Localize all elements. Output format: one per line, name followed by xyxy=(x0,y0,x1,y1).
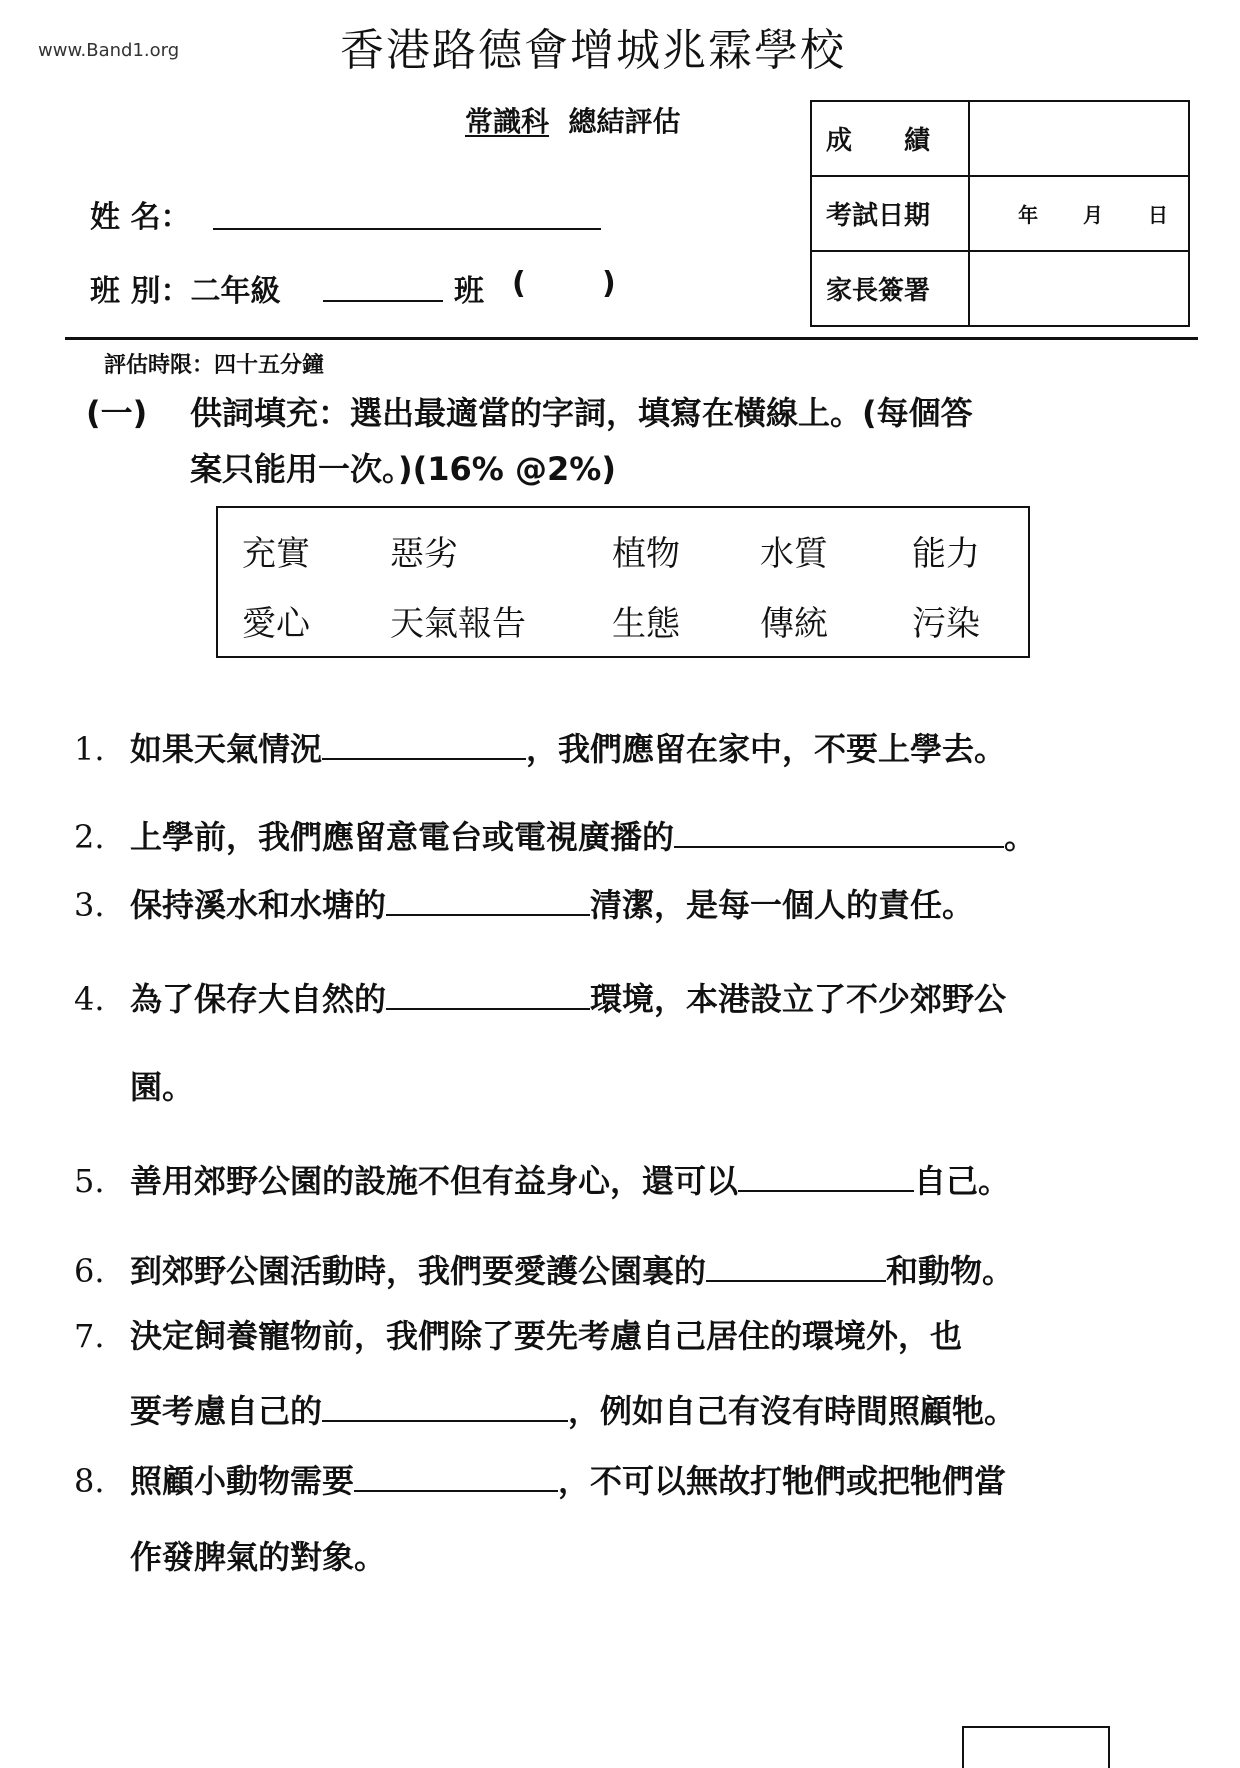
subject-label: 常識科 xyxy=(465,105,550,138)
answer-blank[interactable] xyxy=(322,1390,568,1422)
word-bank-item: 惡劣 xyxy=(390,534,458,574)
question-4-continued: 園。 xyxy=(130,1068,195,1106)
question-text: 為了保存大自然的 xyxy=(130,980,387,1018)
question-text: 自己。 xyxy=(914,1162,1011,1200)
name-label: 姓 名： xyxy=(90,200,191,235)
word-bank-item: 生態 xyxy=(612,604,680,644)
question-number: 4. xyxy=(74,980,105,1018)
assessment-label: 總結評估 xyxy=(568,105,681,138)
header-divider xyxy=(65,337,1198,340)
question-number: 1. xyxy=(74,730,105,768)
question-number: 5. xyxy=(74,1162,105,1200)
question-number: 8. xyxy=(74,1462,105,1500)
question-number: 3. xyxy=(74,886,105,924)
answer-blank[interactable] xyxy=(354,1460,558,1492)
instruction-line-2: 案只能用一次。)(16% @2%) xyxy=(190,450,616,488)
word-bank-item: 傳統 xyxy=(760,604,828,644)
question-text: 善用郊野公園的設施不但有益身心，還可以 xyxy=(130,1162,739,1200)
score-info-table xyxy=(810,100,1190,327)
time-limit: 評估時限：四十五分鐘 xyxy=(104,353,325,378)
word-bank-item: 充實 xyxy=(242,534,310,574)
answer-blank[interactable] xyxy=(322,728,526,760)
instruction-line-1: 供詞填充：選出最適當的字詞，填寫在橫線上。(每個答 xyxy=(190,394,973,432)
question-text: ，我們應留在家中，不要上學去。 xyxy=(526,730,1007,768)
parent-signature-label: 家長簽署 xyxy=(811,251,969,326)
question-2 xyxy=(74,816,1036,855)
answer-blank[interactable] xyxy=(738,1160,914,1192)
answer-blank[interactable] xyxy=(386,978,590,1010)
name-field[interactable] xyxy=(213,198,601,230)
question-text: 保持溪水和水塘的 xyxy=(130,886,387,924)
question-text: 上學前，我們應留意電台或電視廣播的 xyxy=(130,818,675,856)
word-bank xyxy=(216,506,1030,658)
question-7-continued xyxy=(130,1386,1016,1432)
question-5 xyxy=(74,1160,1010,1199)
word-bank-item: 愛心 xyxy=(242,604,310,644)
word-bank-item: 植物 xyxy=(612,534,680,574)
question-text: 要考慮自己的 xyxy=(130,1392,323,1430)
score-value[interactable] xyxy=(969,101,1189,176)
answer-blank[interactable] xyxy=(674,816,1004,848)
question-text: 到郊野公園活動時，我們要愛護公園裏的 xyxy=(130,1252,707,1290)
answer-blank[interactable] xyxy=(386,884,590,916)
question-4 xyxy=(74,978,1006,1017)
exam-date-value[interactable]: 年 月 日 xyxy=(969,176,1189,251)
question-8 xyxy=(74,1460,1006,1499)
question-3 xyxy=(74,884,974,923)
word-bank-item: 能力 xyxy=(912,534,980,574)
school-name: 香港路德會增城兆霖學校 xyxy=(340,25,846,76)
question-text: 照顧小動物需要 xyxy=(130,1462,355,1500)
question-text: 和動物。 xyxy=(886,1252,1015,1290)
exam-date-label: 考試日期 xyxy=(811,176,969,251)
page-corner-box xyxy=(962,1726,1110,1768)
class-number-open: ( xyxy=(512,266,526,301)
word-bank-item: 污染 xyxy=(912,604,980,644)
question-7 xyxy=(74,1318,962,1354)
question-number: 6. xyxy=(74,1252,105,1290)
score-label: 成 績 xyxy=(811,101,969,176)
parent-signature-value[interactable] xyxy=(969,251,1189,326)
class-label: 班 別：二年級 xyxy=(90,274,281,309)
question-text: ，不可以無故打牠們或把牠們當 xyxy=(558,1462,1007,1500)
question-1 xyxy=(74,728,1006,767)
class-suffix: 班 xyxy=(454,274,484,309)
website-watermark: www.Band1.org xyxy=(38,40,180,61)
question-text: 如果天氣情況 xyxy=(130,730,323,768)
class-field[interactable] xyxy=(323,270,443,302)
question-text: 。 xyxy=(1004,818,1037,856)
answer-blank[interactable] xyxy=(706,1250,886,1282)
word-bank-item: 天氣報告 xyxy=(390,604,526,644)
question-text: 清潔，是每一個人的責任。 xyxy=(590,886,975,924)
question-text: 環境，本港設立了不少郊野公 xyxy=(590,980,1007,1018)
question-8-continued: 作發脾氣的對象。 xyxy=(130,1538,387,1576)
word-bank-item: 水質 xyxy=(760,534,828,574)
section-instruction xyxy=(86,385,1186,497)
question-number: 7. xyxy=(74,1317,105,1355)
section-number: (一) xyxy=(86,394,148,432)
question-number: 2. xyxy=(74,818,105,856)
question-text: 決定飼養寵物前，我們除了要先考慮自己居住的環境外，也 xyxy=(130,1317,963,1355)
question-text: ，例如自己有沒有時間照顧牠。 xyxy=(568,1392,1017,1430)
assessment-title xyxy=(465,100,681,140)
question-6 xyxy=(74,1250,1014,1289)
class-number-close: ) xyxy=(602,266,616,301)
